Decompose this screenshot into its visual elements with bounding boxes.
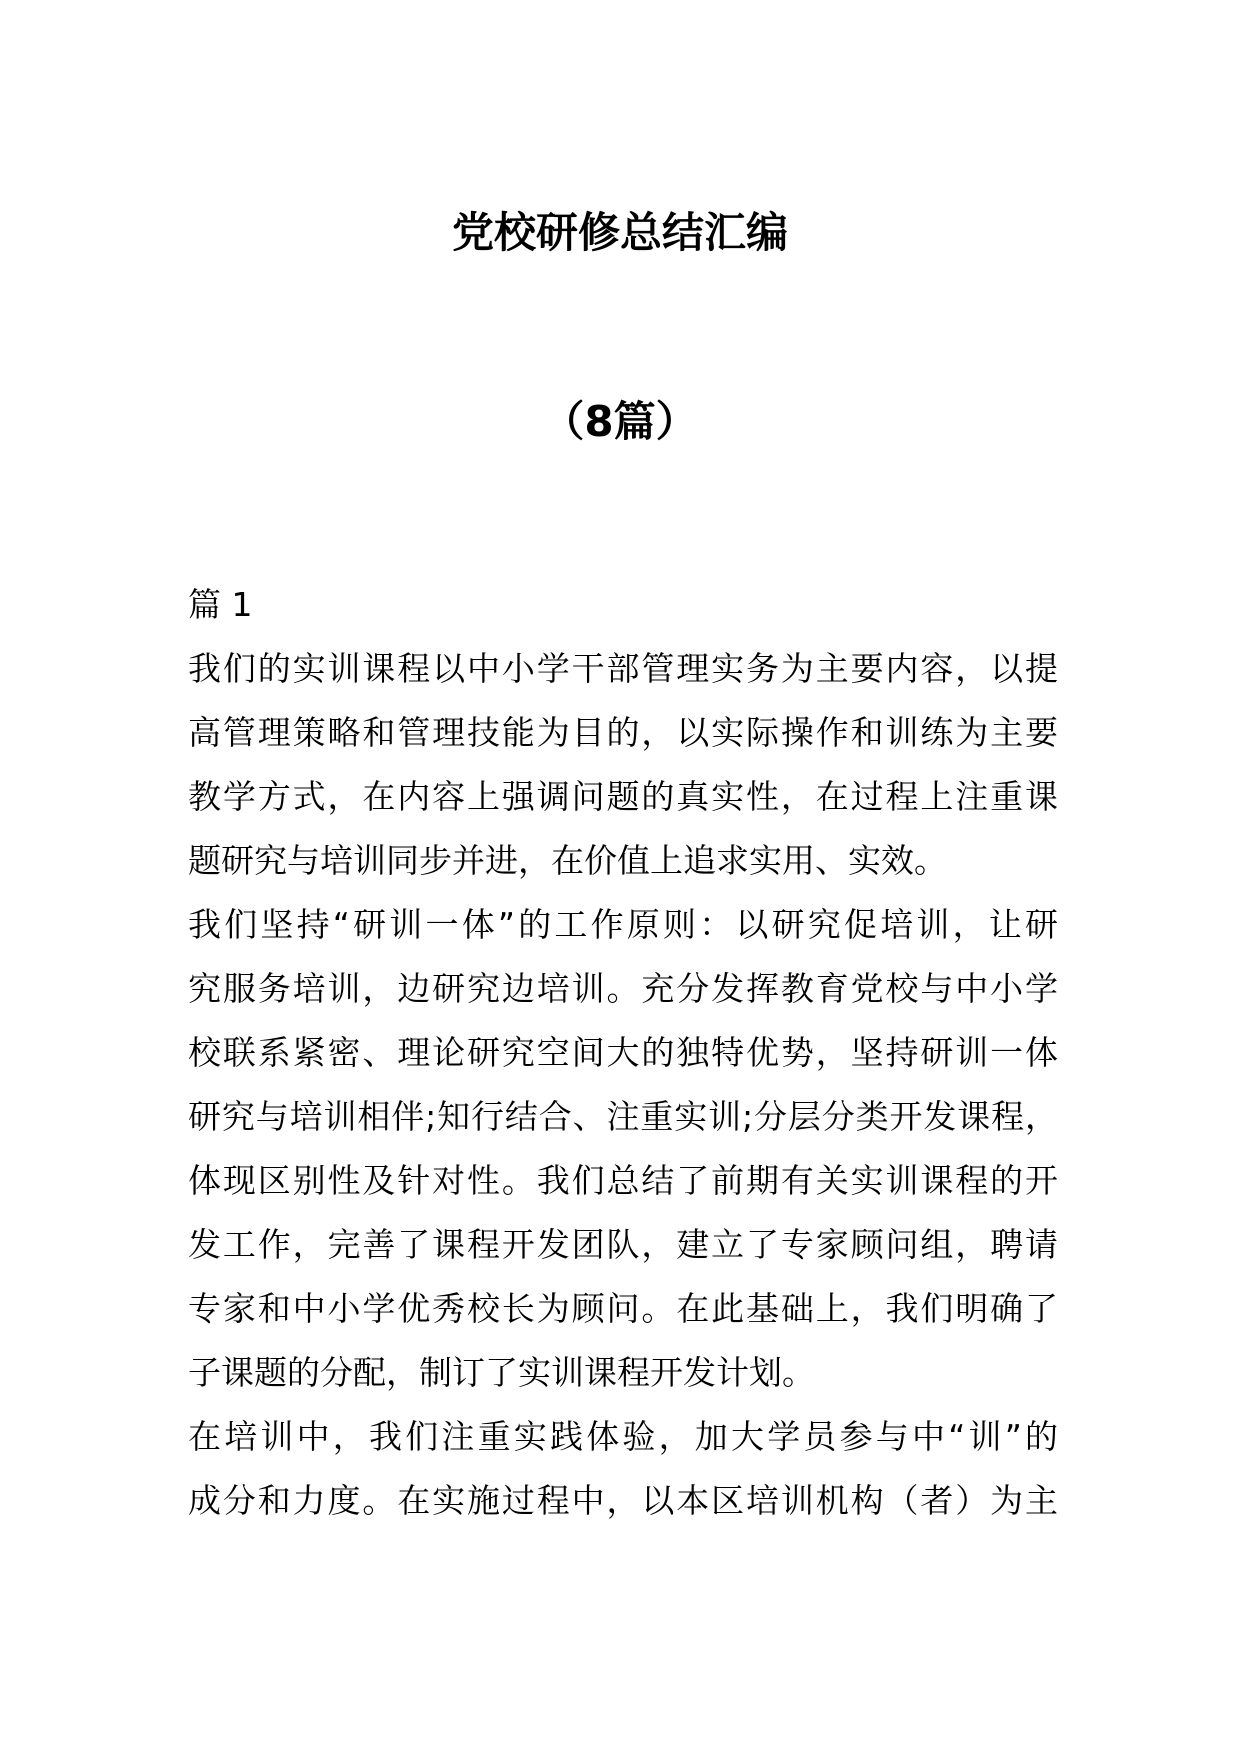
- paragraph-1: [188, 637, 1058, 893]
- paragraph-line: 我们坚持“研训一体”的工作原则：以研究促培训，让研: [188, 905, 1058, 944]
- paragraph-line: 教学方式，在内容上强调问题的真实性，在过程上注重课: [188, 777, 1058, 816]
- paragraph-line: 究服务培训，边研究边培训。充分发挥教育党校与中小学: [188, 969, 1058, 1008]
- paragraph-line: 高管理策略和管理技能为目的，以实际操作和训练为主要: [188, 713, 1058, 752]
- paragraph-line: 发工作，完善了课程开发团队，建立了专家顾问组，聘请: [188, 1225, 1058, 1264]
- paragraph-2: [188, 893, 1058, 1405]
- paragraph-line: 题研究与培训同步并进，在价值上追求实用、实效。: [188, 841, 947, 880]
- document-body: [188, 573, 1058, 1533]
- document-subtitle: （8篇）: [542, 397, 698, 446]
- paragraph-line: 子课题的分配，制订了实训课程开发计划。: [188, 1353, 815, 1392]
- document-title: 党校研修总结汇编: [451, 208, 788, 257]
- paragraph-line: 校联系紧密、理论研究空间大的独特优势，坚持研训一体: [188, 1033, 1058, 1072]
- paragraph-line: 在培训中，我们注重实践体验，加大学员参与中“训”的: [188, 1417, 1058, 1456]
- paragraph-line: 成分和力度。在实施过程中，以本区培训机构（者）为主: [188, 1481, 1058, 1520]
- paragraph-line: 体现区别性及针对性。我们总结了前期有关实训课程的开: [188, 1161, 1058, 1200]
- section-heading: 篇 1: [188, 585, 253, 624]
- paragraph-line: 我们的实训课程以中小学干部管理实务为主要内容，以提: [188, 649, 1058, 688]
- paragraph-3: [188, 1405, 1058, 1533]
- paragraph-line: 专家和中小学优秀校长为顾问。在此基础上，我们明确了: [188, 1289, 1058, 1328]
- paragraph-line: 研究与培训相伴;知行结合、注重实训;分层分类开发课程，: [188, 1097, 1058, 1136]
